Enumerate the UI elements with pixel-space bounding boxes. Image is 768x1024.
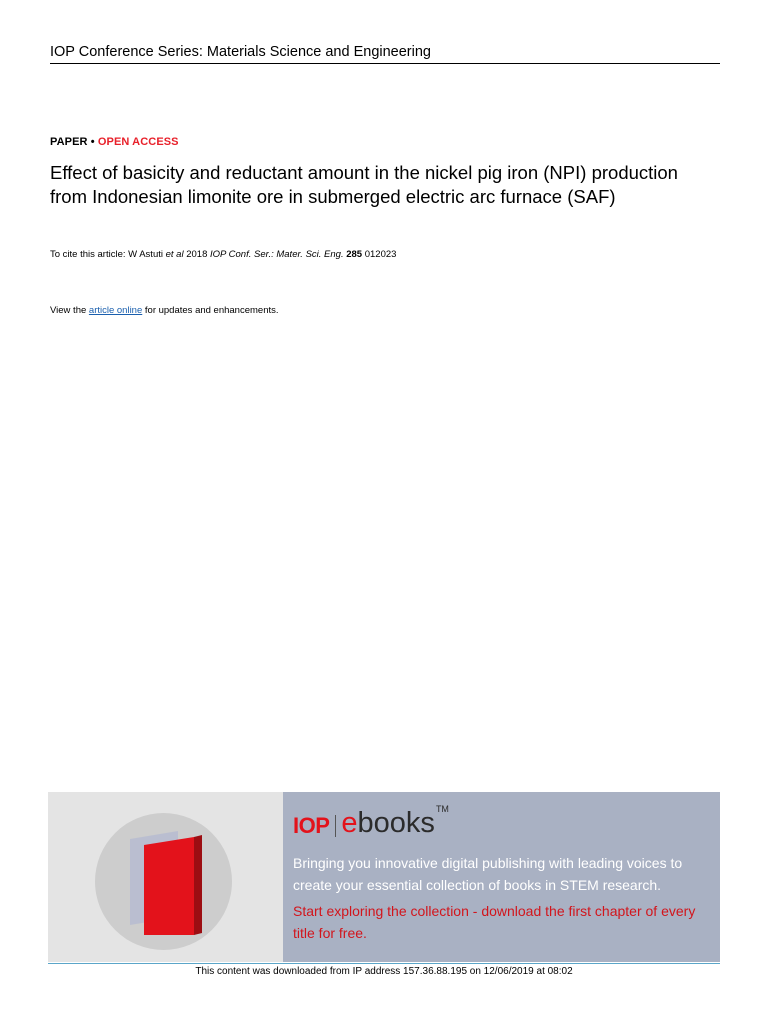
paper-tag bbox=[50, 136, 179, 148]
footer-divider bbox=[48, 963, 720, 964]
iop-ebooks-logo bbox=[293, 802, 449, 838]
banner-text-panel bbox=[283, 792, 720, 962]
ebooks-banner[interactable] bbox=[48, 792, 720, 962]
banner-tagline: Bringing you innovative digital publishing with leading voices to create your essential collection of books in STEM research. bbox=[293, 855, 683, 893]
open-access-badge: OPEN ACCESS bbox=[97, 136, 179, 148]
cite-article-number: 012023 bbox=[364, 249, 397, 260]
article-online-link[interactable]: article online bbox=[88, 305, 143, 316]
view-online-line bbox=[50, 305, 279, 317]
paper-type-label: PAPER bbox=[50, 136, 88, 148]
book-cover-icon bbox=[120, 825, 250, 935]
article-title: Effect of basicity and reductant amount in the nickel pig iron (NPI) production from Indonesian limonite ore in submerged electric arc furnace (SAF) bbox=[50, 162, 678, 207]
view-suffix: for updates and enhancements. bbox=[144, 305, 279, 316]
logo-trademark: TM bbox=[435, 804, 449, 814]
banner-artwork-panel bbox=[48, 792, 283, 962]
logo-e: e bbox=[341, 807, 358, 839]
citation-line bbox=[50, 249, 396, 261]
banner-call-to-action[interactable]: Start exploring the collection - download the first chapter of every title for free. bbox=[293, 903, 696, 941]
cite-journal: IOP Conf. Ser.: Mater. Sci. Eng. bbox=[210, 249, 344, 260]
logo-iop: IOP bbox=[293, 813, 330, 838]
logo-divider bbox=[335, 815, 336, 837]
view-prefix: View the bbox=[50, 305, 87, 316]
journal-header: IOP Conference Series: Materials Science and Engineering bbox=[50, 43, 720, 64]
cite-year: 2018 bbox=[186, 249, 208, 260]
cite-prefix: To cite this article: W Astuti bbox=[50, 249, 163, 260]
cite-volume: 285 bbox=[346, 249, 363, 260]
cite-etal: et al bbox=[165, 249, 184, 260]
logo-books: books bbox=[357, 807, 435, 839]
download-footer: This content was downloaded from IP address 157.36.88.195 on 12/06/2019 at 08:02 bbox=[195, 966, 573, 977]
tag-separator: • bbox=[90, 136, 95, 148]
